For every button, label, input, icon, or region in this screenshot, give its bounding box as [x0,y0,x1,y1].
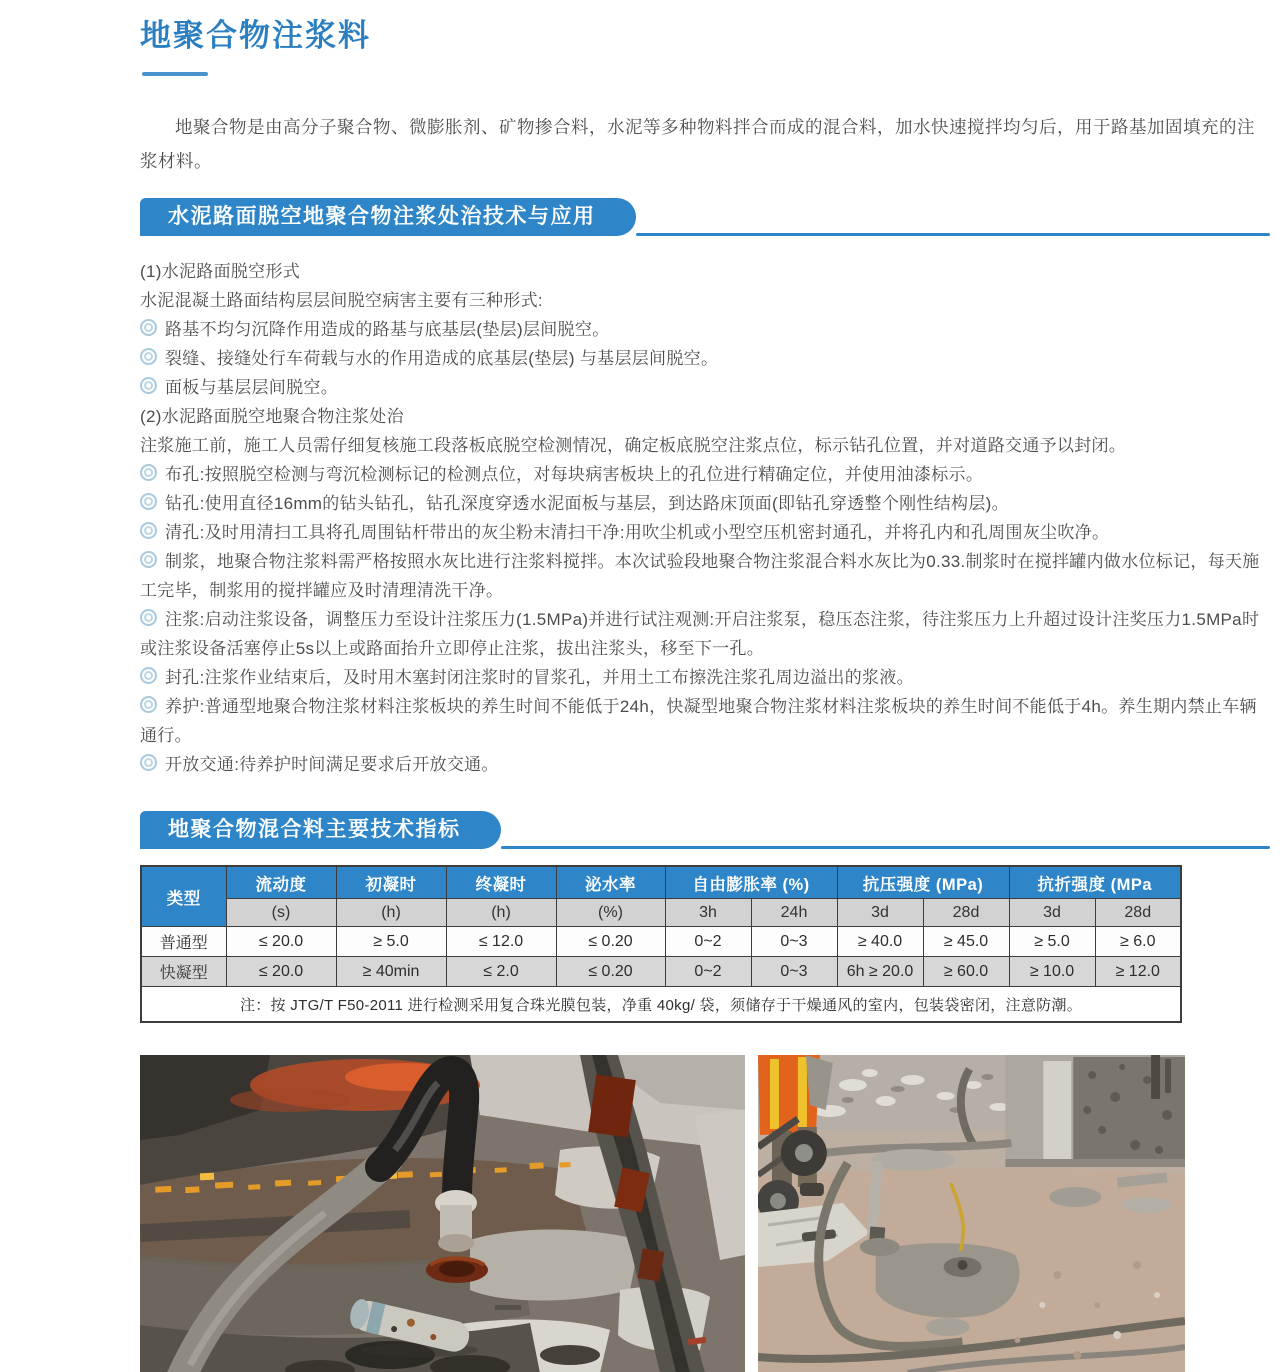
bullet-item: 养护:普通型地聚合物注浆材料注浆板块的养生时间不能低于24h，快凝型地聚合物注浆材料注浆板块的养生时间不能低于4h。养生期内禁止车辆通行。 [140,697,1257,745]
value-cell: ≥ 40min [336,957,446,987]
page-title: 地聚合物注浆料 [140,18,371,53]
col-header-fluidity: 流动度 [226,866,336,899]
bullet-item: 制浆，地聚合物注浆料需严格按照水灰比进行注浆料搅拌。本次试验段地聚合物注浆混合料水灰比为0.33.制浆时在搅拌罐内做水位标记，每天施工完毕，制浆用的搅拌罐应及时清理清洗干净。 [140,552,1260,600]
value-cell: ≥ 45.0 [923,927,1009,957]
subheader-cell: (%) [556,899,665,927]
subheader-cell: (h) [446,899,556,927]
ring-bullet-icon [140,551,157,568]
value-cell: ≤ 12.0 [446,927,556,957]
ring-bullet-icon [140,348,157,365]
col-header-final-set: 终凝时 [446,866,556,899]
intro-paragraph: 地聚合物是由高分子聚合物、微膨胀剂、矿物掺合料，水泥等多种物料拌合而成的混合料，加水快速搅拌均匀后，用于路基加固填充的注浆材料。 [140,117,1255,171]
value-cell: 6h ≥ 20.0 [837,957,923,987]
ring-bullet-icon [140,522,157,539]
section-process-banner-row [140,198,1270,236]
subheader-cell: (s) [226,899,336,927]
subheader-cell: 3d [837,899,923,927]
section-process-heading: 水泥路面脱空地聚合物注浆处治技术与应用 [140,198,636,236]
value-cell: ≤ 20.0 [226,957,336,987]
value-cell: ≤ 2.0 [446,957,556,987]
col-header-initial-set: 初凝时 [336,866,446,899]
col-header-bleeding: 泌水率 [556,866,665,899]
subheader-cell: 28d [1095,899,1181,927]
table-row-rapid-type [141,957,1181,987]
grouting-site-photo-illustration [758,1055,1185,1372]
value-cell: 0~2 [665,957,751,987]
paragraph: (2)水泥路面脱空地聚合物注浆处治 [140,407,404,426]
photo-grouting-hose-in-pavement [140,1055,745,1372]
value-cell: ≥ 10.0 [1009,957,1095,987]
value-cell: ≥ 5.0 [1009,927,1095,957]
subheader-cell: 3h [665,899,751,927]
process-text-block [140,257,1272,779]
table-note-row [141,987,1181,1023]
value-cell: ≥ 40.0 [837,927,923,957]
section-specs-banner-row [140,811,1270,849]
row-label: 普通型 [141,927,226,957]
photo-grouting-site-equipment [758,1055,1185,1372]
photo-gallery [140,1055,1186,1372]
row-label: 快凝型 [141,957,226,987]
table-subheader-row [141,899,1181,927]
bullet-item: 布孔:按照脱空检测与弯沉检测标记的检测点位，对每块病害板块上的孔位进行精确定位，并使用油漆标示。 [140,460,1272,489]
value-cell: ≤ 20.0 [226,927,336,957]
grouting-hose-photo-illustration [140,1055,745,1372]
ring-bullet-icon [140,377,157,394]
banner-rule-line [636,233,1271,236]
bullet-item: 裂缝、接缝处行车荷载与水的作用造成的底基层(垫层) 与基层层间脱空。 [140,344,1272,373]
bullet-item: 封孔:注浆作业结束后，及时用木塞封闭注浆时的冒浆孔，并用土工布擦洗注浆孔周边溢出的浆液。 [140,663,1272,692]
value-cell: 0~3 [751,957,837,987]
value-cell: ≥ 5.0 [336,927,446,957]
col-header-flexural: 抗折强度 (MPa [1009,866,1181,899]
bullet-item: 路基不均匀沉降作用造成的路基与底基层(垫层)层间脱空。 [140,315,1272,344]
value-cell: 0~2 [665,927,751,957]
col-header-compressive: 抗压强度 (MPa) [837,866,1009,899]
table-row-normal-type [141,927,1181,957]
ring-bullet-icon [140,319,157,336]
subheader-cell: 24h [751,899,837,927]
table-note: 注：按 JTG/T F50-2011 进行检测采用复合珠光膜包装，净重 40kg/ 袋，须储存于干燥通风的室内，包装袋密闭，注意防潮。 [141,987,1181,1023]
subheader-cell: (h) [336,899,446,927]
paragraph: 注浆施工前，施工人员需仔细复核施工段落板底脱空检测情况，确定板底脱空注浆点位，标示钻孔位置，并对道路交通予以封闭。 [140,436,1127,455]
value-cell: ≥ 60.0 [923,957,1009,987]
specs-table [140,865,1182,1023]
value-cell: ≤ 0.20 [556,927,665,957]
bullet-item: 开放交通:待养护时间满足要求后开放交通。 [140,750,1272,779]
ring-bullet-icon [140,696,157,713]
ring-bullet-icon [140,464,157,481]
subheader-cell: 3d [1009,899,1095,927]
table-header-row [141,866,1181,899]
bullet-item: 注浆:启动注浆设备，调整压力至设计注浆压力(1.5MPa)并进行试注观测:开启注浆泵，稳压态注浆，待注浆压力上升超过设计注奖压力1.5MPa时或注浆设备活塞停止5s以上或路面抬升立即停止注浆，拔出注浆头，移至下一孔。 [140,610,1260,658]
ring-bullet-icon [140,754,157,771]
title-underline [142,72,208,76]
bullet-item: 面板与基层层间脱空。 [140,373,1272,402]
bullet-item: 清孔:及时用清扫工具将孔周围钻杆带出的灰尘粉末清扫干净:用吹尘机或小型空压机密封通孔，并将孔内和孔周围灰尘吹净。 [140,518,1272,547]
value-cell: 0~3 [751,927,837,957]
banner-rule-line [501,846,1271,849]
value-cell: ≥ 12.0 [1095,957,1181,987]
paragraph: 水泥混凝土路面结构层层间脱空病害主要有三种形式: [140,291,543,310]
ring-bullet-icon [140,609,157,626]
value-cell: ≤ 0.20 [556,957,665,987]
col-header-type: 类型 [141,866,226,927]
ring-bullet-icon [140,667,157,684]
paragraph: (1)水泥路面脱空形式 [140,262,301,281]
col-header-expansion: 自由膨胀率 (%) [665,866,837,899]
bullet-item: 钻孔:使用直径16mm的钻头钻孔，钻孔深度穿透水泥面板与基层，到达路床顶面(即钻孔穿透整个刚性结构层)。 [140,489,1272,518]
section-specs-heading: 地聚合物混合料主要技术指标 [140,811,501,849]
subheader-cell: 28d [923,899,1009,927]
value-cell: ≥ 6.0 [1095,927,1181,957]
ring-bullet-icon [140,493,157,510]
